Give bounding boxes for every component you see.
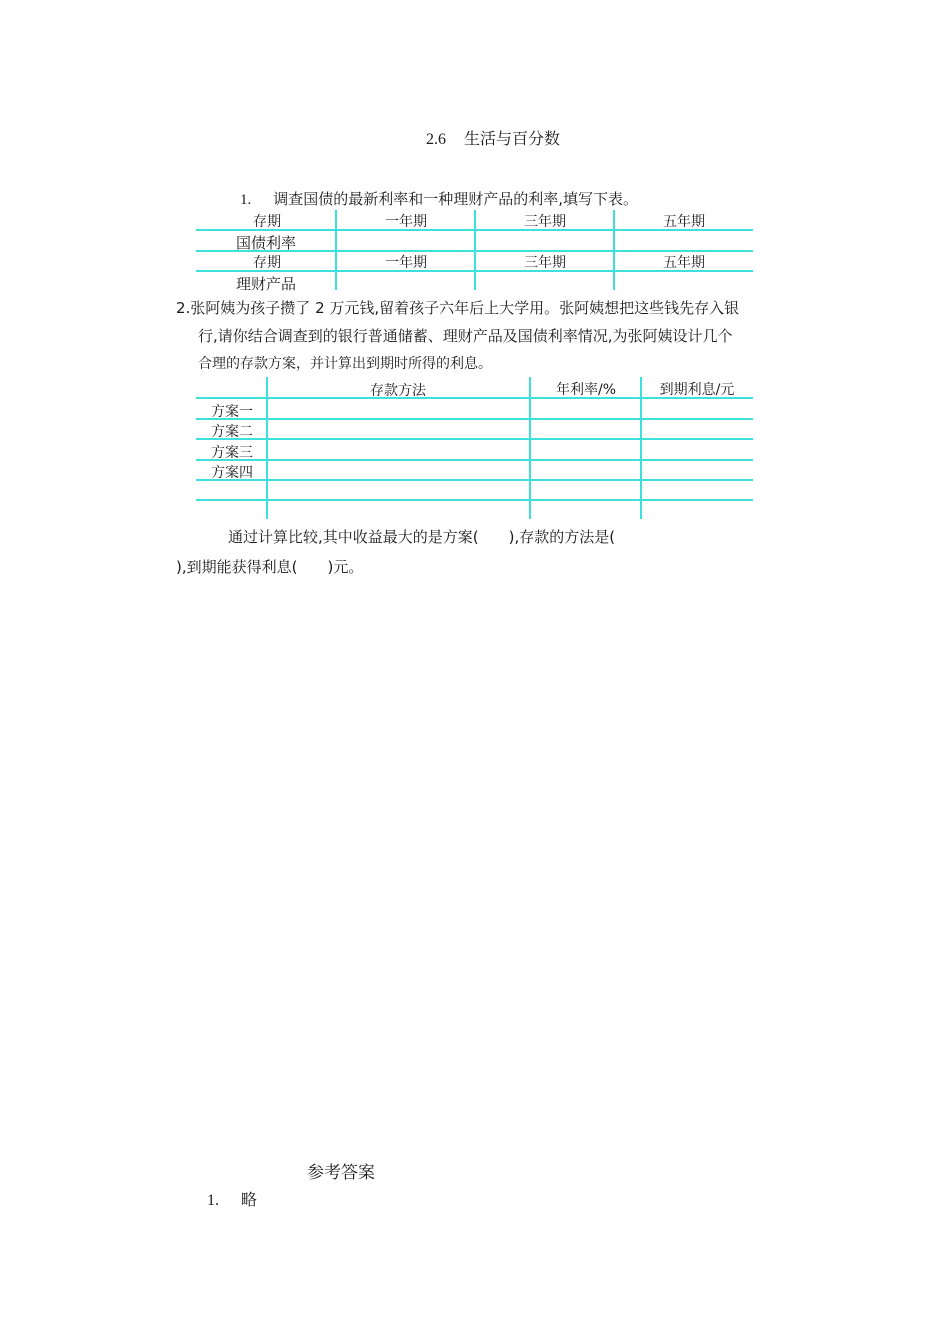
table-header-cell: 一年期 [385, 214, 427, 230]
answer-item-1 [207, 1187, 257, 1210]
plan-label: 方案三 [211, 445, 253, 461]
table-rule [335, 210, 337, 290]
table-header-cell: 三年期 [524, 255, 566, 271]
page-title [426, 126, 560, 149]
table-header-cell: 年利率/% [555, 382, 617, 398]
table-header-cell: 五年期 [663, 255, 705, 271]
plan-label: 方案二 [211, 424, 253, 440]
table-header-cell: 存期 [253, 214, 281, 230]
fill-in-line: 通过计算比较,其中收益最大的是方案( ),存款的方法是( [228, 528, 616, 546]
table-header-cell: 存款方法 [370, 383, 426, 399]
table-rule [196, 438, 753, 440]
table-header-cell: 到期利息/元 [659, 382, 735, 398]
table-rule [196, 418, 753, 420]
table-header-cell: 一年期 [385, 255, 427, 271]
answer-text: 略 [241, 1190, 258, 1209]
plan-label: 方案一 [211, 404, 253, 420]
plan-label: 方案四 [211, 465, 253, 481]
answers-title: 参考答案 [307, 1163, 375, 1183]
fill-in-line: ),到期能获得利息( )元。 [176, 558, 364, 576]
table-rule [266, 377, 268, 519]
section-number: 2.6 [426, 131, 446, 148]
table-header-cell: 三年期 [524, 214, 566, 230]
table-row-label: 理财产品 [235, 275, 296, 293]
question-1-text: 调查国债的最新利率和一种理财产品的利率,填写下表。 [273, 190, 639, 208]
answer-number: 1. [207, 1192, 219, 1209]
table-rule [196, 499, 753, 501]
table-rule [613, 210, 615, 290]
table-rule [196, 479, 753, 481]
question-2-line: 2.张阿姨为孩子攒了 2 万元钱,留着孩子六年后上大学用。张阿姨想把这些钱先存入银 [176, 299, 740, 317]
question-1-number: 1. [240, 192, 252, 208]
table-header-cell: 存期 [253, 255, 281, 271]
question-1 [240, 188, 638, 209]
question-2-line: 合理的存款方案，并计算出到期时所得的利息。 [198, 356, 492, 372]
table-row-label: 国债利率 [235, 234, 296, 252]
question-2-line: 行,请你结合调查到的银行普通储蓄、理财产品及国债利率情况,为张阿姨设计几个 [198, 327, 733, 345]
section-title: 生活与百分数 [464, 129, 561, 148]
table-header-cell: 五年期 [663, 214, 705, 230]
table-rule [196, 459, 753, 461]
table-rule [474, 210, 476, 290]
